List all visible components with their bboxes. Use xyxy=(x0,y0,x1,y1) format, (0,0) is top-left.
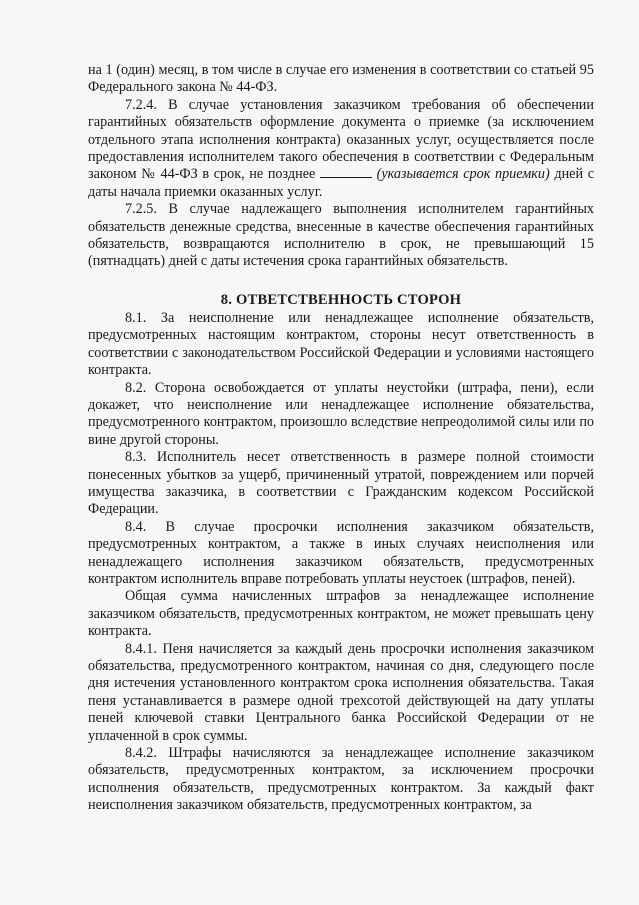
paragraph-8-3: 8.3. Исполнитель несет ответственность в размере полной стоимости понесенных убытков за ущерб, причиненный утратой, повреждением или порчей имущества заказчика, в соответствии с Гражданским кодексом Российской Федерации. xyxy=(88,449,594,518)
paragraph-7-2-3-tail: на 1 (один) месяц, в том числе в случае его изменения в соответствии со статьей 95 Федерального закона № 44-ФЗ. xyxy=(88,62,594,96)
paragraph-7-2-4-tail: дней с даты начала приемки оказанных услуг. xyxy=(88,166,595,200)
paragraph-7-2-5: 7.2.5. В случае надлежащего выполнения исполнителем гарантийных обязательств денежные средства, внесенные в качестве обеспечения гарантийных обязательств, возвращаются исполнителю в срок, не превышающий 15 (пятнадцать) дней с даты истечения срока гарантийных обязательств. xyxy=(88,201,594,270)
paragraph-8-4-2: 8.4.2. Штрафы начисляются за ненадлежащее исполнение заказчиком обязательств, предусмотренных контрактом, за исключением просрочки исполнения обязательств, предусмотренных контрактом. За каждый факт неисполнения заказчиком обязательств, предусмотренных контрактом, за xyxy=(88,745,594,814)
document-body xyxy=(88,62,594,815)
blank-field xyxy=(320,166,372,178)
paragraph-7-2-4 xyxy=(88,97,594,201)
acceptance-term-note: (указывается срок приемки) xyxy=(376,166,550,183)
paragraph-total-fines: Общая сумма начисленных штрафов за ненадлежащее исполнение заказчиком обязательств, предусмотренных контрактом, не может превышать цену контракта. xyxy=(88,588,594,640)
section-title: 8. ОТВЕТСТВЕННОСТЬ СТОРОН xyxy=(220,291,462,308)
paragraph-8-2: 8.2. Сторона освобождается от уплаты неустойки (штрафа, пени), если докажет, что неисполнение или ненадлежащее исполнение обязательства, предусмотренного контрактом, произошло вследствие непреодолимой силы или по вине другой стороны. xyxy=(88,379,594,448)
paragraph-8-1: 8.1. За неисполнение или ненадлежащее исполнение обязательств, предусмотренных настоящим контрактом, стороны несут ответственность в соответствии с законодательством Российской Федерации и условиями настоящего контракта. xyxy=(88,309,594,379)
paragraph-8-4-1: 8.4.1. Пеня начисляется за каждый день просрочки исполнения заказчиком обязательства, предусмотренного контрактом, начиная со дня, следующего после дня истечения установленного контрактом срока исполнения обязательства. Такая пеня устанавливается в размере одной трехсотой действующей на дату уплаты пеней ключевой ставки Центрального банка Российской Федерации от не уплаченной в срок суммы. xyxy=(88,640,594,744)
paragraph-7-2-4-text: 7.2.4. В случае установления заказчиком требования об обеспечении гарантийных обязательств оформление документа о приемке (за исключением отдельного этапа исполнения контракта) оказанных услуг, осуществляется после предоставления исполнителем такого обеспечения в соответствии с Федеральным законом № 44-ФЗ в срок, не позднее xyxy=(88,96,594,183)
paragraph-8-4: 8.4. В случае просрочки исполнения заказчиком обязательств, предусмотренных контрактом, а также в иных случаях неисполнения или ненадлежащего исполнения заказчиком обязательств, предусмотренных контрактом исполнитель вправе потребовать уплаты неустоек (штрафов, пеней). xyxy=(88,518,594,587)
